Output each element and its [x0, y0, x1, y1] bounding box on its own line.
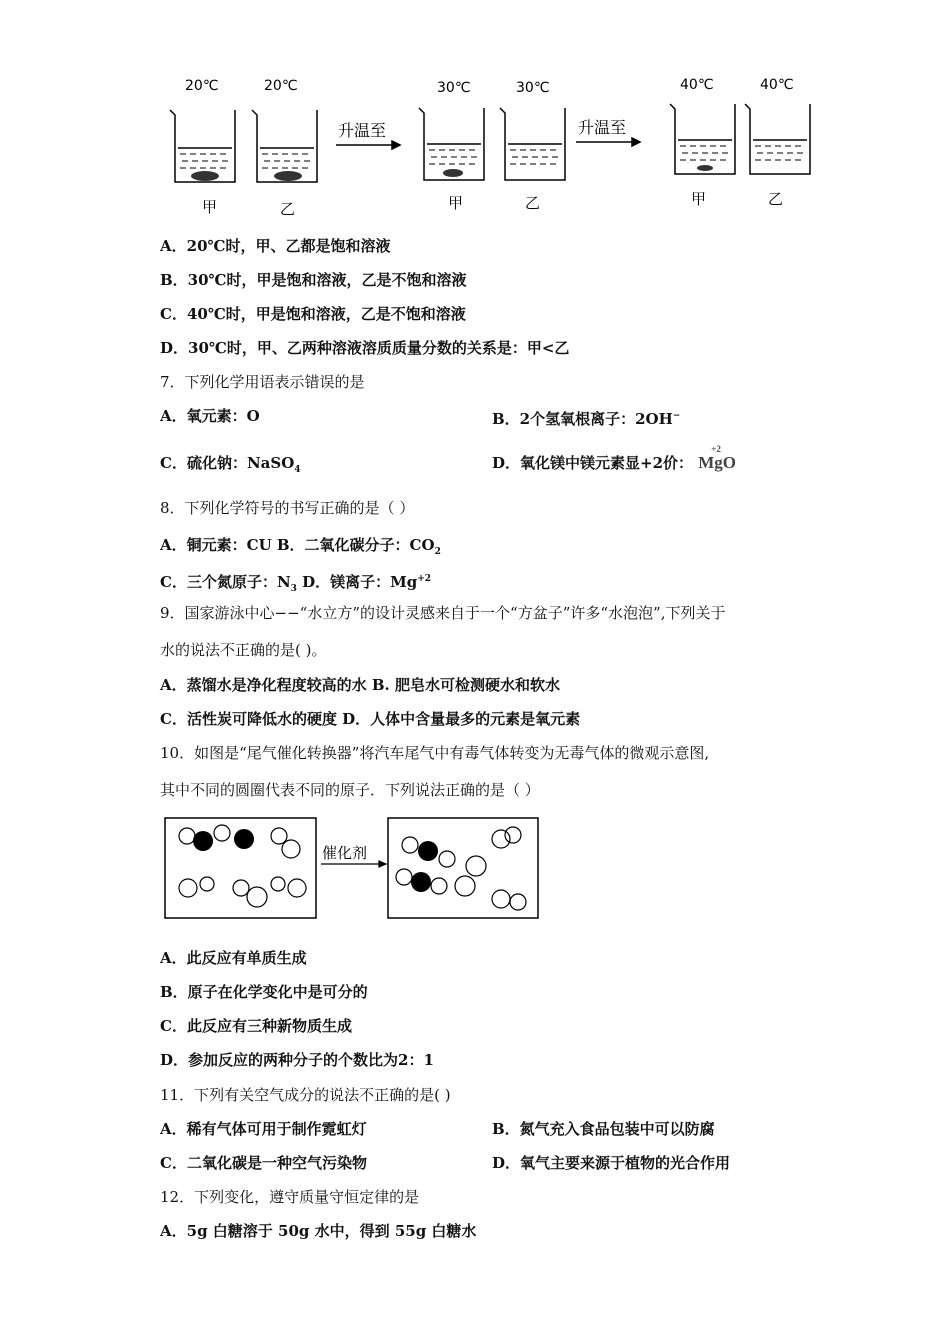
q9-options-ab: A．蒸馏水是净化程度较高的水 B. 肥皂水可检测硬水和软水: [160, 676, 560, 694]
temp-label: 20℃: [185, 78, 219, 94]
q12-option-a: A．5g 白糖溶于 50g 水中，得到 55g 白糖水: [160, 1222, 477, 1240]
q6-option-b: B．30℃时，甲是饱和溶液，乙是不饱和溶液: [160, 271, 467, 289]
q10-option-a: A．此反应有单质生成: [160, 949, 307, 967]
beaker-icon: [670, 104, 735, 174]
q6-option-c: C．40℃时，甲是饱和溶液，乙是不饱和溶液: [160, 305, 466, 323]
q8-options-cd: C．三个氮原子：$N_3$ D．镁离子：$Mg^{+2}$: [160, 573, 432, 594]
q6-option-d: D．30℃时，甲、乙两种溶液溶质质量分数的关系是：甲<乙: [160, 339, 570, 357]
beaker-figure: [160, 70, 820, 220]
arrow-icon: [336, 141, 400, 149]
crystal-deposit: [697, 165, 713, 171]
beaker-label: 乙: [768, 190, 784, 208]
temp-label: 40℃: [680, 77, 714, 93]
arrow-icon: [576, 138, 640, 146]
reaction-diagram: [164, 816, 544, 922]
q7-option-d: D．氧化镁中镁元素显+2价： +2 MgO: [492, 444, 737, 472]
temp-label: 30℃: [516, 80, 550, 96]
q11-option-c: C．二氧化碳是一种空气污染物: [160, 1154, 367, 1172]
q8-options-ab: A．铜元素：CU B．二氧化碳分子：$CO_2$: [160, 536, 441, 557]
q7-option-b: B．2个氢氧根离子：2OH−: [492, 410, 681, 428]
q10-stem-line1: 10．如图是“尾气催化转换器”将汽车尾气中有毒气体转变为无毒气体的微观示意图,: [160, 744, 710, 762]
temp-label: 20℃: [264, 78, 298, 94]
q11-option-d: D．氧气主要来源于植物的光合作用: [492, 1154, 731, 1172]
q11-option-a: A．稀有气体可用于制作霓虹灯: [160, 1120, 367, 1138]
q10-option-d: D．参加反应的两种分子的个数比为2：1: [160, 1051, 434, 1069]
q8-stem: 8．下列化学符号的书写正确的是（ ）: [160, 499, 415, 517]
catalyst-label: 催化剂: [322, 844, 368, 862]
q11-stem: 11．下列有关空气成分的说法不正确的是( ): [160, 1086, 451, 1104]
heat-arrow-label: 升温至: [338, 121, 387, 140]
beaker-label: 甲: [691, 190, 707, 208]
q10-option-c: C．此反应有三种新物质生成: [160, 1017, 352, 1035]
beaker-label: 乙: [280, 200, 296, 218]
q9-stem-line1: 9．国家游泳中心−−“水立方”的设计灵感来自于一个“方盆子”许多“水泡泡”,下列关于: [160, 604, 726, 622]
q6-option-a: A．20℃时，甲、乙都是饱和溶液: [160, 237, 391, 255]
black-atom: [411, 872, 431, 892]
crystal-deposit: [191, 171, 219, 181]
mgo-formula: +2 MgO: [698, 444, 737, 472]
q9-stem-line2: 水的说法不正确的是( )。: [160, 641, 327, 659]
black-atom: [234, 829, 254, 849]
q7-stem: 7．下列化学用语表示错误的是: [160, 373, 365, 391]
q9-options-cd: C．活性炭可降低水的硬度 D．人体中含量最多的元素是氧元素: [160, 710, 581, 728]
temp-label: 30℃: [437, 80, 471, 96]
crystal-deposit: [274, 171, 302, 181]
q7-option-a: A．氧元素：O: [160, 407, 260, 425]
heat-arrow-label: 升温至: [578, 118, 627, 137]
temp-label: 40℃: [760, 77, 794, 93]
beaker-label: 甲: [202, 198, 218, 216]
q12-stem: 12．下列变化，遵守质量守恒定律的是: [160, 1188, 420, 1206]
beaker-label: 甲: [448, 194, 464, 212]
q10-stem-line2: 其中不同的圆圈代表不同的原子．下列说法正确的是（ ）: [160, 781, 540, 799]
q11-option-b: B．氮气充入食品包装中可以防腐: [492, 1120, 715, 1138]
q10-option-b: B．原子在化学变化中是可分的: [160, 983, 368, 1001]
crystal-deposit: [443, 169, 463, 177]
q7-option-c: C．硫化钠：NaSO$_4$: [160, 454, 301, 475]
black-atom: [418, 841, 438, 861]
beaker-icon: [745, 104, 810, 174]
black-atom: [193, 831, 213, 851]
beaker-label: 乙: [525, 194, 541, 212]
beaker-icon: [500, 108, 565, 180]
